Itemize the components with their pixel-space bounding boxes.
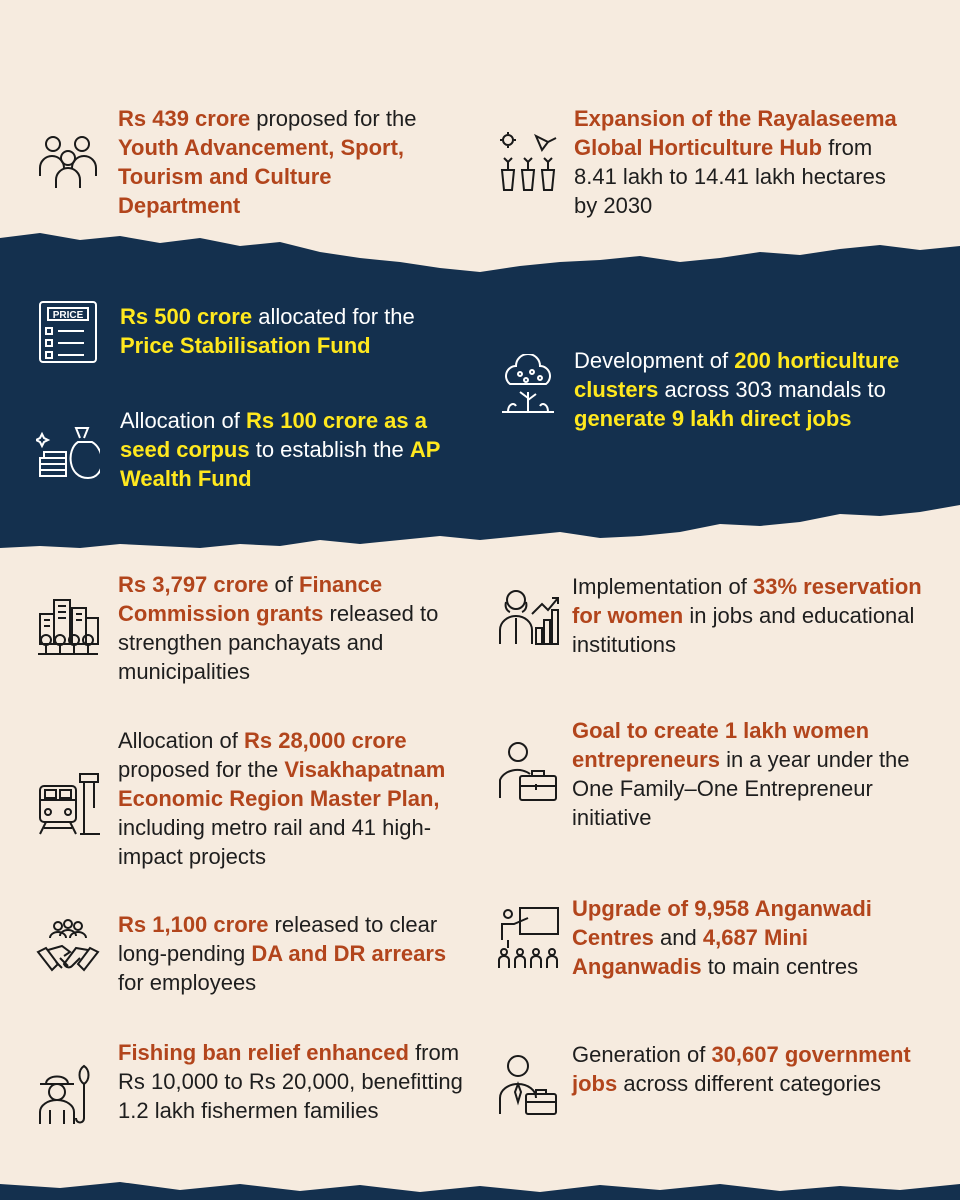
item-text: [572, 572, 932, 659]
item-text: [118, 1038, 468, 1125]
highlight-text: Youth Advancement, Sport, Tourism and Culture Department: [118, 135, 405, 218]
body-text: Allocation of: [118, 728, 244, 753]
body-text: of: [268, 572, 300, 597]
item-text: [572, 716, 932, 832]
fisherman-icon: [36, 1062, 100, 1126]
body-text: in a year under the One Family–One Entrepreneur initiative: [572, 747, 910, 830]
handshake-icon: [36, 918, 100, 982]
highlight-text: Rs 500 crore: [120, 304, 253, 329]
body-text: to main centres: [701, 954, 859, 979]
body-text: proposed for the: [118, 757, 285, 782]
item-text: [118, 104, 448, 220]
highlight-text: 4,687 Mini Anganwadis: [572, 925, 809, 979]
body-text: proposed for the: [250, 106, 417, 131]
entrepreneur-icon: [496, 740, 560, 804]
item-text: [118, 726, 476, 871]
item-finance: [36, 570, 476, 686]
highlight-text: Finance Commission grants: [118, 572, 383, 626]
item-clusters: [496, 346, 936, 433]
body-text: for employees: [118, 970, 257, 995]
item-women-res: [496, 572, 936, 659]
highlight-text: Expansion of the Rayalaseema Global Horticulture Hub: [574, 106, 897, 160]
item-horti-hub: [496, 104, 936, 220]
family-icon: [36, 128, 100, 192]
item-text: [574, 346, 934, 433]
highlight-text: 33% reservation for women: [572, 574, 922, 628]
body-text: Allocation of: [120, 408, 246, 433]
city-icon: [36, 594, 100, 658]
highlight-text: 30,607 government jobs: [572, 1042, 911, 1096]
body-text: from Rs 10,000 to Rs 20,000, benefitting 1.2 lakh fishermen families: [118, 1040, 463, 1123]
highlight-text: DA and DR arrears: [251, 941, 447, 966]
item-text: [574, 104, 914, 220]
highlight-text: Rs 28,000 crore: [243, 728, 407, 753]
tree-icon: [496, 354, 560, 418]
highlight-text: 200 horticulture clusters: [574, 348, 900, 402]
highlight-text: Rs 1,100 crore: [118, 912, 269, 937]
highlight-text: Fishing ban relief enhanced: [118, 1040, 409, 1065]
money-bag-icon: [36, 420, 100, 484]
item-text: [120, 406, 460, 493]
item-text: [118, 910, 476, 997]
classroom-icon: [496, 906, 560, 970]
body-text: Generation of: [572, 1042, 712, 1067]
body-text: across different categories: [617, 1071, 881, 1096]
item-fishing: [36, 1038, 476, 1126]
body-text: allocated for the: [252, 304, 415, 329]
highlight-text: Rs 100 crore as a seed corpus: [120, 408, 427, 462]
body-text: released to strengthen panchayats and municipalities: [118, 601, 439, 684]
highlight-text: Goal to create 1 lakh women entrepreneurs: [572, 718, 870, 772]
item-text: [572, 1040, 932, 1098]
garden-icon: [496, 130, 560, 194]
highlight-text: generate 9 lakh direct jobs: [574, 406, 852, 431]
price-tag-label: PRICE: [52, 310, 84, 321]
body-text: Implementation of: [572, 574, 753, 599]
businesswoman-growth-icon: [496, 584, 560, 648]
body-text: across 303 mandals to: [658, 377, 886, 402]
body-text: to establish the: [249, 437, 410, 462]
highlight-text: Visakhapatnam Economic Region Master Plan,: [118, 757, 446, 811]
body-text: and: [653, 925, 703, 950]
body-text: in jobs and educational institutions: [572, 603, 915, 657]
body-text: Development of: [574, 348, 735, 373]
price-tag-icon: [36, 300, 100, 364]
item-text: [120, 302, 460, 360]
body-text: released to clear long-pending: [118, 912, 438, 966]
highlight-text: Rs 3,797 crore: [118, 572, 269, 597]
item-wealth: [36, 406, 476, 493]
highlight-text: Upgrade of 9,958 Anganwadi Centres: [572, 896, 872, 950]
item-da-dr: [36, 910, 476, 997]
item-anganwadi: [496, 894, 936, 981]
highlight-text: Price Stabilisation Fund: [120, 333, 371, 358]
item-jobs: [496, 1040, 936, 1116]
item-text: [572, 894, 922, 981]
item-text: [118, 570, 456, 686]
highlight-text: AP Wealth Fund: [120, 437, 440, 491]
body-text: including metro rail and 41 high-impact projects: [118, 815, 432, 869]
metro-train-icon: [36, 772, 100, 836]
body-text: from 8.41 lakh to 14.41 lakh hectares by 2030: [574, 135, 886, 218]
employee-icon: [496, 1052, 560, 1116]
item-youth: [36, 104, 456, 220]
item-entrepreneurs: [496, 716, 936, 832]
highlight-text: Rs 439 crore: [118, 106, 251, 131]
item-price: [36, 300, 476, 364]
item-vizag: [36, 726, 476, 871]
